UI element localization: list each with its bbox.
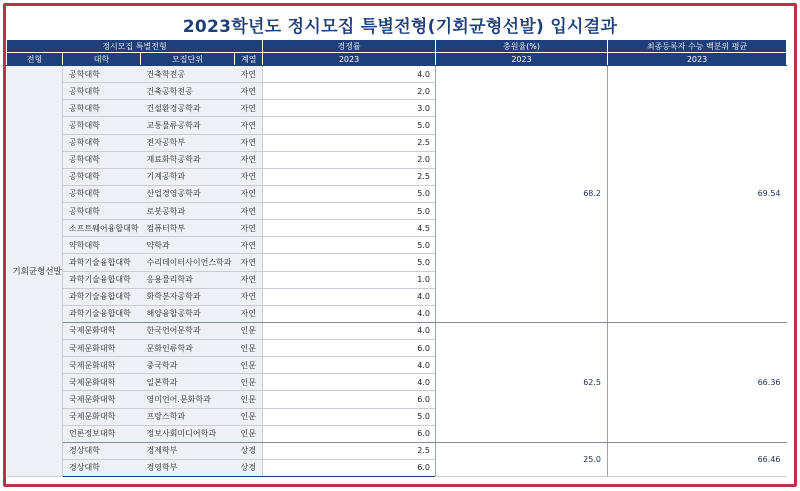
univ-cell: 약학대학 bbox=[63, 237, 141, 254]
admission-results-table bbox=[6, 40, 787, 477]
competition-rate-cell: 6.0 bbox=[263, 340, 436, 357]
major-cell: 정보사회미디어학과 bbox=[141, 425, 235, 442]
header-col-track: 계열 bbox=[235, 53, 263, 66]
univ-cell: 언론정보대학 bbox=[63, 425, 141, 442]
track-cell: 자연 bbox=[235, 203, 263, 220]
major-cell: 프랑스학과 bbox=[141, 408, 235, 425]
track-cell: 자연 bbox=[235, 134, 263, 151]
fill-rate-cell: 68.2 bbox=[436, 66, 608, 323]
track-cell: 자연 bbox=[235, 288, 263, 305]
track-cell: 자연 bbox=[235, 168, 263, 185]
major-cell: 응용물리학과 bbox=[141, 271, 235, 288]
univ-cell: 국제문화대학 bbox=[63, 357, 141, 374]
track-cell: 자연 bbox=[235, 100, 263, 117]
univ-cell: 국제문화대학 bbox=[63, 374, 141, 391]
track-cell: 인문 bbox=[235, 357, 263, 374]
major-cell: 건축학전공 bbox=[141, 66, 235, 83]
competition-rate-cell: 5.0 bbox=[263, 117, 436, 134]
competition-rate-cell: 6.0 bbox=[263, 391, 436, 408]
track-cell: 자연 bbox=[235, 254, 263, 271]
track-cell: 인문 bbox=[235, 322, 263, 339]
major-cell: 로봇공학과 bbox=[141, 203, 235, 220]
major-cell: 영미언어.문화학과 bbox=[141, 391, 235, 408]
univ-cell: 경상대학 bbox=[63, 459, 141, 476]
competition-rate-cell: 2.5 bbox=[263, 134, 436, 151]
univ-cell: 소프트웨어융합대학 bbox=[63, 220, 141, 237]
track-cell: 자연 bbox=[235, 237, 263, 254]
univ-cell: 공학대학 bbox=[63, 100, 141, 117]
track-cell: 상경 bbox=[235, 442, 263, 459]
univ-cell: 과학기술융합대학 bbox=[63, 254, 141, 271]
track-cell: 자연 bbox=[235, 151, 263, 168]
major-cell: 건설환경공학과 bbox=[141, 100, 235, 117]
track-cell: 자연 bbox=[235, 305, 263, 322]
track-cell: 자연 bbox=[235, 220, 263, 237]
track-cell: 자연 bbox=[235, 66, 263, 83]
major-cell: 재료화학공학과 bbox=[141, 151, 235, 168]
track-cell: 인문 bbox=[235, 391, 263, 408]
major-cell: 해양융합공학과 bbox=[141, 305, 235, 322]
univ-cell: 국제문화대학 bbox=[63, 391, 141, 408]
univ-cell: 공학대학 bbox=[63, 66, 141, 83]
competition-rate-cell: 2.0 bbox=[263, 83, 436, 100]
header-year-fill-rate: 2023 bbox=[436, 53, 608, 66]
header-year-score: 2023 bbox=[608, 53, 787, 66]
univ-cell: 경상대학 bbox=[63, 442, 141, 459]
univ-cell: 과학기술융합대학 bbox=[63, 305, 141, 322]
header-competition: 경쟁률 bbox=[263, 40, 436, 53]
major-cell: 한국언어문학과 bbox=[141, 322, 235, 339]
major-cell: 약학과 bbox=[141, 237, 235, 254]
univ-cell: 공학대학 bbox=[63, 168, 141, 185]
track-cell: 자연 bbox=[235, 83, 263, 100]
competition-rate-cell: 2.5 bbox=[263, 168, 436, 185]
page-title: 2023학년도 정시모집 특별전형(기회균형선발) 입시결과 bbox=[182, 17, 618, 37]
track-cell: 인문 bbox=[235, 340, 263, 357]
major-cell: 기계공학과 bbox=[141, 168, 235, 185]
score-average-cell: 66.46 bbox=[608, 442, 787, 476]
competition-rate-cell: 4.0 bbox=[263, 305, 436, 322]
track-cell: 인문 bbox=[235, 374, 263, 391]
header-year-competition: 2023 bbox=[263, 53, 436, 66]
univ-cell: 공학대학 bbox=[63, 83, 141, 100]
track-cell: 인문 bbox=[235, 408, 263, 425]
competition-rate-cell: 4.0 bbox=[263, 357, 436, 374]
univ-cell: 국제문화대학 bbox=[63, 408, 141, 425]
header-col-univ: 대학 bbox=[63, 53, 141, 66]
results-body bbox=[7, 66, 787, 477]
competition-rate-cell: 5.0 bbox=[263, 408, 436, 425]
univ-cell: 국제문화대학 bbox=[63, 322, 141, 339]
header-col-major: 모집단위 bbox=[141, 53, 235, 66]
competition-rate-cell: 4.0 bbox=[263, 322, 436, 339]
univ-cell: 공학대학 bbox=[63, 151, 141, 168]
univ-cell: 국제문화대학 bbox=[63, 340, 141, 357]
univ-cell: 공학대학 bbox=[63, 117, 141, 134]
table-row bbox=[7, 66, 787, 83]
major-cell: 산업경영공학과 bbox=[141, 185, 235, 202]
fill-rate-cell: 25.0 bbox=[436, 442, 608, 476]
univ-cell: 공학대학 bbox=[63, 185, 141, 202]
admission-type-cell: 기회균형선발 bbox=[7, 66, 63, 477]
major-cell: 전자공학부 bbox=[141, 134, 235, 151]
major-cell: 중국학과 bbox=[141, 357, 235, 374]
competition-rate-cell: 4.0 bbox=[263, 288, 436, 305]
competition-rate-cell: 5.0 bbox=[263, 185, 436, 202]
track-cell: 인문 bbox=[235, 425, 263, 442]
header-col-type: 전형 bbox=[7, 53, 63, 66]
header-fill-rate: 충원율(%) bbox=[436, 40, 608, 53]
competition-rate-cell: 4.0 bbox=[263, 66, 436, 83]
major-cell: 화학분자공학과 bbox=[141, 288, 235, 305]
competition-rate-cell: 4.5 bbox=[263, 220, 436, 237]
major-cell: 경영학부 bbox=[141, 459, 235, 476]
track-cell: 자연 bbox=[235, 271, 263, 288]
fill-rate-cell: 62.5 bbox=[436, 322, 608, 442]
competition-rate-cell: 2.0 bbox=[263, 151, 436, 168]
major-cell: 수리데이터사이언스학과 bbox=[141, 254, 235, 271]
competition-rate-cell: 3.0 bbox=[263, 100, 436, 117]
competition-rate-cell: 4.0 bbox=[263, 374, 436, 391]
track-cell: 자연 bbox=[235, 117, 263, 134]
score-average-cell: 66.36 bbox=[608, 322, 787, 442]
competition-rate-cell: 1.0 bbox=[263, 271, 436, 288]
header-group-label: 정시모집 특별전형 bbox=[7, 40, 263, 53]
table-row bbox=[7, 442, 787, 459]
univ-cell: 과학기술융합대학 bbox=[63, 271, 141, 288]
major-cell: 컴퓨터학부 bbox=[141, 220, 235, 237]
major-cell: 건축공학전공 bbox=[141, 83, 235, 100]
track-cell: 상경 bbox=[235, 459, 263, 476]
score-average-cell: 69.54 bbox=[608, 66, 787, 323]
track-cell: 자연 bbox=[235, 185, 263, 202]
table-row bbox=[7, 322, 787, 339]
header-score: 최종등록자 수능 백분위 평균 bbox=[608, 40, 787, 53]
competition-rate-cell: 5.0 bbox=[263, 203, 436, 220]
competition-rate-cell: 5.0 bbox=[263, 237, 436, 254]
univ-cell: 공학대학 bbox=[63, 134, 141, 151]
competition-rate-cell: 5.0 bbox=[263, 254, 436, 271]
univ-cell: 과학기술융합대학 bbox=[63, 288, 141, 305]
major-cell: 문화인류학과 bbox=[141, 340, 235, 357]
competition-rate-cell: 6.0 bbox=[263, 425, 436, 442]
major-cell: 경제학부 bbox=[141, 442, 235, 459]
competition-rate-cell: 6.0 bbox=[263, 459, 436, 476]
univ-cell: 공학대학 bbox=[63, 203, 141, 220]
major-cell: 교통물류공학과 bbox=[141, 117, 235, 134]
major-cell: 일본학과 bbox=[141, 374, 235, 391]
competition-rate-cell: 2.5 bbox=[263, 442, 436, 459]
